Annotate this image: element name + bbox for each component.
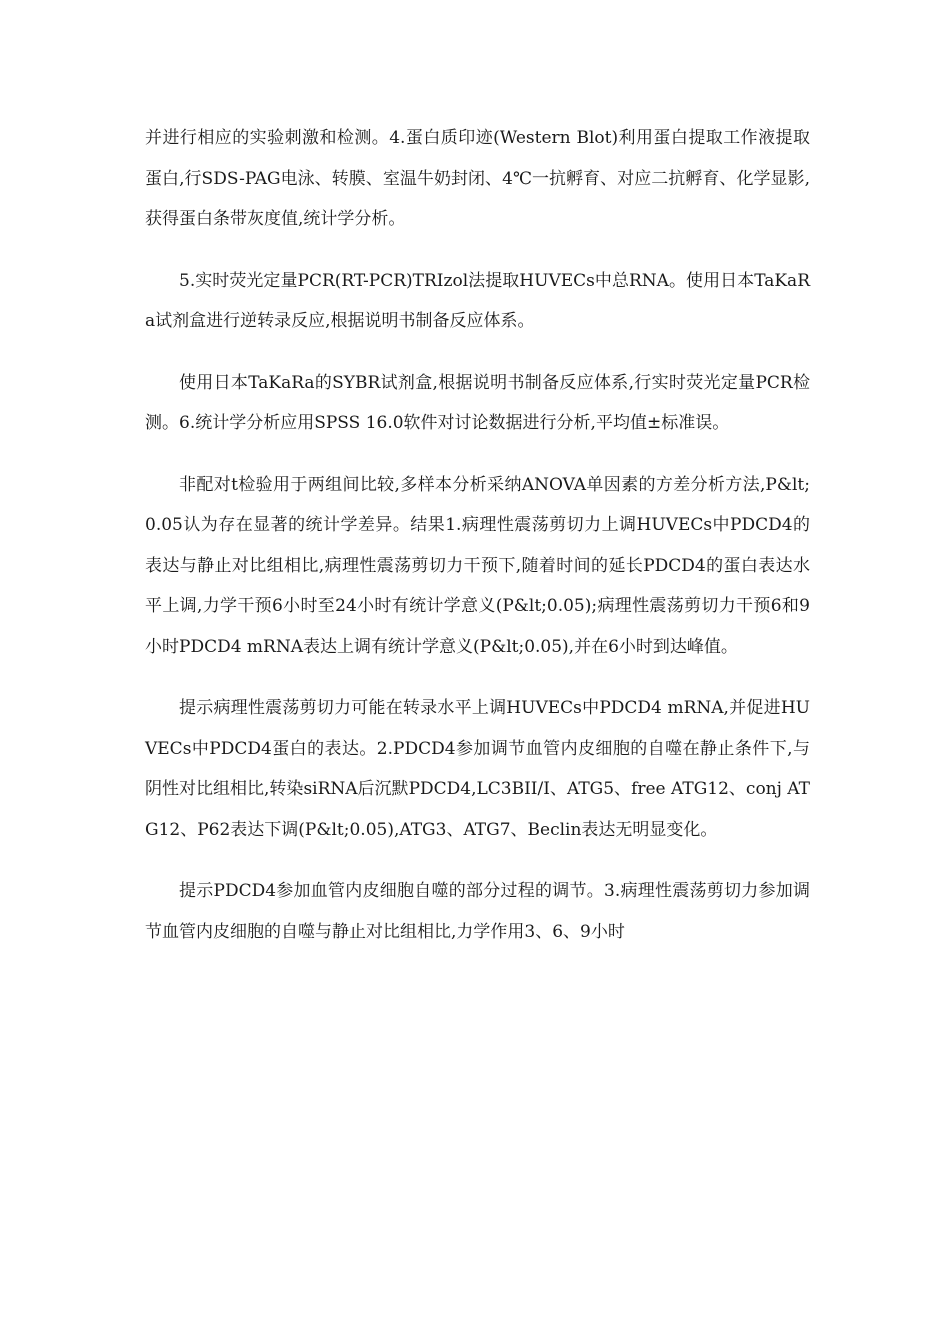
paragraph-rt-pcr: 5.实时荧光定量PCR(RT-PCR)TRIzol法提取HUVECs中总RNA。使用日本TaKaRa试剂盒进行逆转录反应,根据说明书制备反应体系。 <box>145 270 810 331</box>
paragraph-results-3: 提示PDCD4参加血管内皮细胞自噬的部分过程的调节。3.病理性震荡剪切力参加调节血管内皮细胞的自噬与静止对比组相比,力学作用3、6、9小时 <box>145 881 810 942</box>
paragraph-sybr-statistics: 使用日本TaKaRa的SYBR试剂盒,根据说明书制备反应体系,行实时荧光定量PCR检测。6.统计学分析应用SPSS 16.0软件对讨论数据进行分析,平均值±标准误。 <box>145 372 810 433</box>
paragraph-results-2: 提示病理性震荡剪切力可能在转录水平上调HUVECs中PDCD4 mRNA,并促进HUVECs中PDCD4蛋白的表达。2.PDCD4参加调节血管内皮细胞的自噬在静止条件下,与阴性对比组相比,转染siRNA后沉默PDCD4,LC3BII/I、ATG5、free ATG12、conj ATG12、P62表达下调(P&lt;0.05),ATG3、ATG7、Beclin表达无明显变化。 <box>145 698 810 840</box>
paragraph-results-1: 非配对t检验用于两组间比较,多样本分析采纳ANOVA单因素的方差分析方法,P&lt;0.05认为存在显著的统计学差异。结果1.病理性震荡剪切力上调HUVECs中PDCD4的表达与静止对比组相比,病理性震荡剪切力干预下,随着时间的延长PDCD4的蛋白表达水平上调,力学干预6小时至24小时有统计学意义(P&lt;0.05);病理性震荡剪切力干预6和9小时PDCD4 mRNA表达上调有统计学意义(P&lt;0.05),并在6小时到达峰值。 <box>145 474 810 657</box>
document-body <box>145 118 810 973</box>
paragraph-western-blot: 并进行相应的实验刺激和检测。4.蛋白质印迹(Western Blot)利用蛋白提取工作液提取蛋白,行SDS-PAG电泳、转膜、室温牛奶封闭、4℃一抗孵育、对应二抗孵育、化学显影,获得蛋白条带灰度值,统计学分析。 <box>145 128 810 229</box>
